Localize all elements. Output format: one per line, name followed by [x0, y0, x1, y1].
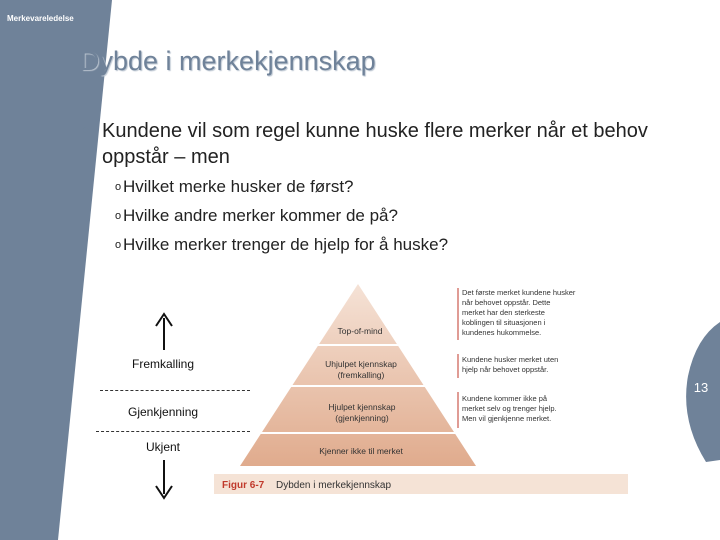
- caption-number: Figur 6-7: [222, 480, 265, 491]
- page-title: Dybde i merkekjennskap: [80, 46, 376, 76]
- sub-bullet-2: o Hvilke andre merker kommer de på?: [115, 206, 398, 225]
- desc-top-2: når behovet oppstår. Dette: [462, 298, 551, 307]
- level-unaided-line2: (fremkalling): [337, 370, 385, 380]
- circle-bullet-icon: o: [115, 181, 122, 193]
- level-unaided-line1: Uhjulpet kjennskap: [325, 359, 397, 369]
- level-aided-line2: (gjenkjenning): [335, 413, 389, 423]
- sub-bullet-1: o Hvilket merke husker de først?: [115, 177, 354, 196]
- level-unaware: Kjenner ikke til merket: [319, 446, 403, 456]
- circle-bullet-icon: o: [115, 239, 122, 251]
- desc-unaided-1: Kundene husker merket uten: [462, 355, 559, 364]
- page-number: 13: [693, 380, 709, 395]
- desc-top-1: Det første merket kundene husker: [462, 288, 576, 297]
- desc-aided-1: Kundene kommer ikke på: [462, 394, 548, 403]
- sub-bullet-3: o Hvilke merker trenger de hjelp for å huske?: [115, 235, 449, 254]
- bullet-dot-icon: •: [82, 120, 90, 142]
- brand-label: Merkevareledelse: [4, 10, 82, 28]
- circle-bullet-icon: o: [115, 210, 122, 222]
- recall-label: Fremkalling: [132, 357, 195, 371]
- desc-unaided-2: hjelp når behovet oppstår.: [462, 365, 549, 374]
- desc-aided-2: merket selv og trenger hjelp.: [462, 404, 557, 413]
- level-aided-line1: Hjulpet kjennskap: [328, 402, 396, 412]
- caption-text: Dybden i merkekjennskap: [276, 480, 392, 491]
- desc-top-5: kundenes hukommelse.: [462, 328, 542, 337]
- level-top-of-mind: Top-of-mind: [337, 326, 383, 336]
- desc-top-3: merket har den sterkeste: [462, 308, 545, 317]
- unknown-label: Ukjent: [146, 440, 181, 454]
- desc-aided-3: Men vil gjenkjenne merket.: [462, 414, 552, 423]
- main-bullet-text: Kundene vil som regel kunne huske flere merker når et behov oppstår – men: [102, 120, 648, 168]
- desc-top-4: koblingen til situasjonen i: [462, 318, 546, 327]
- recognition-label: Gjenkjenning: [128, 405, 199, 419]
